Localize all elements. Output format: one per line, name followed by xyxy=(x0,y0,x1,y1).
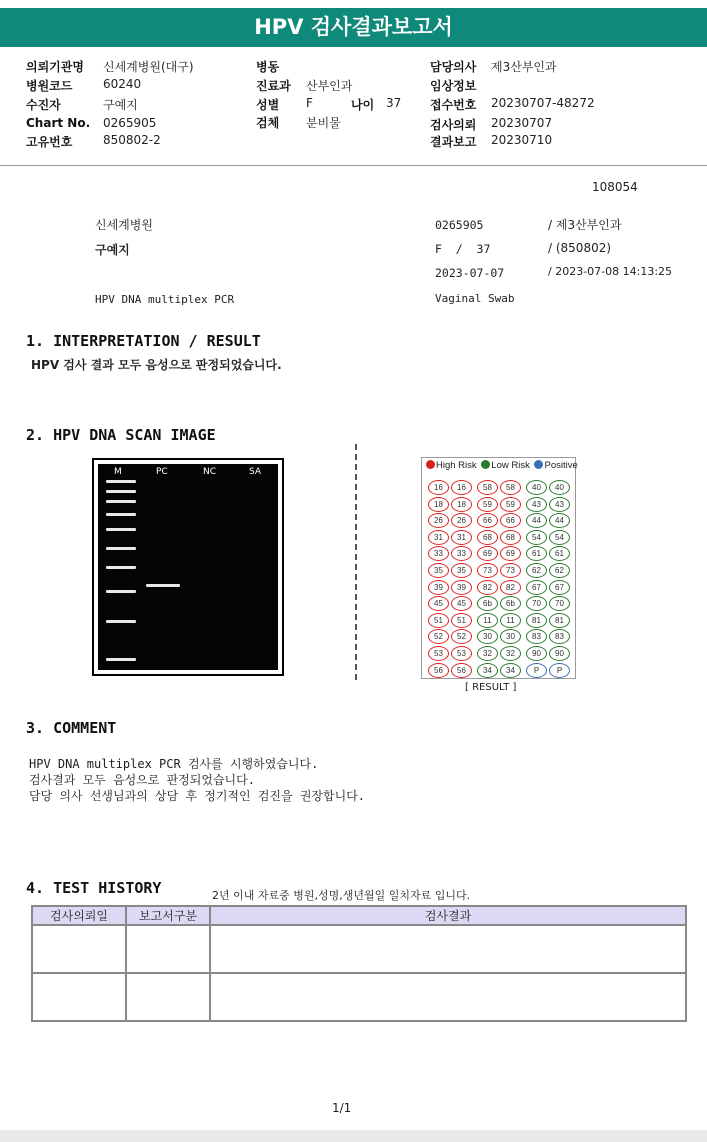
hpv-type-cell: 82 xyxy=(500,580,521,595)
header-value: 구예지 xyxy=(103,98,138,112)
age-value: 37 xyxy=(386,96,402,110)
table-cell xyxy=(210,973,686,1021)
hpv-type-cell: 51 xyxy=(428,613,449,628)
table-row xyxy=(32,925,686,973)
lane-label: NC xyxy=(203,467,217,477)
report-header xyxy=(0,48,707,166)
hpv-type-cell: 33 xyxy=(451,546,472,561)
header-label: 병동 xyxy=(256,60,280,74)
history-header-row xyxy=(32,906,686,925)
hpv-type-cell: 43 xyxy=(526,497,547,512)
history-note: 2년 이내 자료중 병원,성명,생년월일 일치자료 입니다. xyxy=(212,889,471,902)
comment-line: 검사결과 모두 음성으로 판정되었습니다. xyxy=(29,773,255,787)
hpv-type-cell: 39 xyxy=(428,580,449,595)
header-label: 임상정보 xyxy=(430,79,477,93)
hpv-type-cell: 11 xyxy=(477,613,498,628)
hpv-type-cell: 16 xyxy=(428,480,449,495)
col-report-type: 보고서구분 xyxy=(126,906,210,925)
section-comment: 3. COMMENT xyxy=(26,719,117,737)
header-value: 60240 xyxy=(103,77,142,91)
history-table xyxy=(31,905,687,1022)
hpv-type-cell: 26 xyxy=(428,513,449,528)
hpv-type-cell: 40 xyxy=(549,480,570,495)
marker-band xyxy=(106,490,136,493)
hpv-type-cell: 62 xyxy=(549,563,570,578)
hpv-type-cell: 11 xyxy=(500,613,521,628)
marker-band xyxy=(106,590,136,593)
gel-image xyxy=(92,458,284,676)
table-cell xyxy=(32,925,126,973)
legend-pos: Positive xyxy=(544,460,578,471)
hpv-type-cell: 90 xyxy=(549,646,570,661)
hpv-type-cell: 69 xyxy=(477,546,498,561)
page-number: 1/1 xyxy=(332,1101,352,1115)
header-value: 분비물 xyxy=(306,116,341,130)
marker-band xyxy=(106,620,136,623)
header-label: 성별 xyxy=(256,98,280,112)
hpv-type-cell: 66 xyxy=(500,513,521,528)
hpv-type-cell: 6b xyxy=(477,596,498,611)
divider-dashed xyxy=(355,444,357,680)
hpv-type-cell: 45 xyxy=(428,596,449,611)
hpv-type-cell: 44 xyxy=(526,513,547,528)
hpv-type-cell: 54 xyxy=(526,530,547,545)
hpv-type-cell: 67 xyxy=(549,580,570,595)
info-hospital: 신세계병원 xyxy=(95,218,153,232)
info-test: HPV DNA multiplex PCR xyxy=(95,293,235,306)
info-id: / (850802) xyxy=(548,241,612,255)
hpv-type-cell: 40 xyxy=(526,480,547,495)
marker-band xyxy=(106,566,136,569)
hpv-type-cell: 34 xyxy=(477,663,498,678)
hpv-type-cell: 39 xyxy=(451,580,472,595)
header-label: 고유번호 xyxy=(26,135,73,149)
hpv-type-cell: 51 xyxy=(451,613,472,628)
info-datetime: / 2023-07-08 14:13:25 xyxy=(548,265,673,278)
legend-high: High Risk xyxy=(436,460,477,471)
lane-label: SA xyxy=(249,467,262,477)
hpv-type-cell: 52 xyxy=(451,629,472,644)
marker-band xyxy=(106,658,136,661)
hpv-type-cell: 45 xyxy=(451,596,472,611)
comment-block xyxy=(29,756,365,804)
info-dept: / 제3산부인과 xyxy=(548,218,622,232)
result-panel xyxy=(421,457,576,679)
hpv-type-cell: 16 xyxy=(451,480,472,495)
hpv-type-cell: 30 xyxy=(477,629,498,644)
hpv-type-cell: 53 xyxy=(451,646,472,661)
header-label: 병원코드 xyxy=(26,79,73,93)
info-date: 2023-07-07 xyxy=(435,266,505,280)
hpv-type-cell: 30 xyxy=(500,629,521,644)
hpv-type-cell: 31 xyxy=(428,530,449,545)
header-value: 신세계병원(대구) xyxy=(103,60,194,74)
report-title: HPV 검사결과보고서 xyxy=(0,8,707,47)
hpv-type-cell: 35 xyxy=(451,563,472,578)
section-interpretation: 1. INTERPRETATION / RESULT xyxy=(26,332,261,350)
header-value: 0265905 xyxy=(103,116,157,130)
comment-line: 담당 의사 선생님과의 상담 후 정기적인 검진을 권장합니다. xyxy=(29,789,366,803)
comment-line: HPV DNA multiplex PCR 검사를 시행하였습니다. xyxy=(29,757,319,771)
hpv-type-cell: 73 xyxy=(477,563,498,578)
hpv-type-cell: 68 xyxy=(500,530,521,545)
hpv-type-cell: 26 xyxy=(451,513,472,528)
marker-band xyxy=(106,513,136,516)
hpv-type-cell: 52 xyxy=(428,629,449,644)
header-value: 제3산부인과 xyxy=(491,60,557,74)
header-value: F xyxy=(306,96,313,110)
hpv-type-cell: 61 xyxy=(526,546,547,561)
positive-dot xyxy=(534,460,543,469)
header-label: 의뢰기관명 xyxy=(26,60,84,74)
hpv-type-cell: 31 xyxy=(451,530,472,545)
low-risk-dot xyxy=(481,460,490,469)
hpv-type-cell: 6b xyxy=(500,596,521,611)
header-value: 20230710 xyxy=(491,133,553,147)
hpv-type-cell: 54 xyxy=(549,530,570,545)
header-value: 20230707 xyxy=(491,116,553,130)
hpv-type-cell: 62 xyxy=(526,563,547,578)
info-chart: 0265905 xyxy=(435,218,484,232)
hpv-type-cell: 59 xyxy=(500,497,521,512)
hpv-type-cell: 34 xyxy=(500,663,521,678)
marker-band xyxy=(106,547,136,550)
panel-legend xyxy=(426,460,578,471)
table-cell xyxy=(32,973,126,1021)
hpv-type-cell: 73 xyxy=(500,563,521,578)
header-label: 검사의뢰 xyxy=(430,118,477,132)
header-label: 접수번호 xyxy=(430,98,477,112)
table-cell xyxy=(126,973,210,1021)
hpv-type-cell: 53 xyxy=(428,646,449,661)
hpv-type-cell: 83 xyxy=(549,629,570,644)
info-patient: 구예지 xyxy=(95,243,130,257)
hpv-type-cell: 82 xyxy=(477,580,498,595)
lane-label: PC xyxy=(156,467,168,477)
header-label: 진료과 xyxy=(256,79,291,93)
hpv-type-cell: P xyxy=(526,663,547,678)
info-specimen: Vaginal Swab xyxy=(435,292,515,305)
legend-low: Low Risk xyxy=(491,460,530,471)
hpv-type-cell: 56 xyxy=(428,663,449,678)
page-footer-bar xyxy=(0,1130,707,1142)
section-scan-image: 2. HPV DNA SCAN IMAGE xyxy=(26,426,216,444)
hpv-type-cell: 90 xyxy=(526,646,547,661)
report-id: 108054 xyxy=(592,180,638,194)
marker-band xyxy=(106,500,136,503)
marker-band xyxy=(106,528,136,531)
age-label: 나이 xyxy=(351,98,375,112)
header-value: 20230707-48272 xyxy=(491,96,595,110)
lane-label: M xyxy=(114,467,122,477)
hpv-type-cell: 61 xyxy=(549,546,570,561)
hpv-type-cell: 70 xyxy=(526,596,547,611)
hpv-type-cell: 81 xyxy=(526,613,547,628)
info-sex-age: F / 37 xyxy=(435,242,491,256)
hpv-type-cell: 56 xyxy=(451,663,472,678)
header-label: Chart No. xyxy=(26,116,91,130)
panel-caption: [ RESULT ] xyxy=(465,682,517,693)
interpretation-text: HPV 검사 결과 모두 음성으로 판정되었습니다. xyxy=(31,358,282,372)
hpv-type-cell: 33 xyxy=(428,546,449,561)
hpv-type-cell: 66 xyxy=(477,513,498,528)
hpv-type-cell: 32 xyxy=(500,646,521,661)
header-divider xyxy=(0,165,707,166)
hpv-type-cell: 35 xyxy=(428,563,449,578)
col-result: 검사결과 xyxy=(210,906,686,925)
marker-band xyxy=(106,480,136,483)
header-label: 담당의사 xyxy=(430,60,477,74)
table-row xyxy=(32,973,686,1021)
pc-band xyxy=(146,584,180,587)
hpv-type-cell: P xyxy=(549,663,570,678)
header-label: 검체 xyxy=(256,116,280,130)
high-risk-dot xyxy=(426,460,435,469)
table-cell xyxy=(210,925,686,973)
hpv-type-cell: 58 xyxy=(500,480,521,495)
hpv-type-cell: 58 xyxy=(477,480,498,495)
hpv-type-cell: 67 xyxy=(526,580,547,595)
hpv-type-cell: 59 xyxy=(477,497,498,512)
header-value: 850802-2 xyxy=(103,133,161,147)
col-request-date: 검사의뢰일 xyxy=(32,906,126,925)
hpv-type-cell: 83 xyxy=(526,629,547,644)
hpv-type-cell: 69 xyxy=(500,546,521,561)
hpv-type-cell: 32 xyxy=(477,646,498,661)
hpv-type-cell: 81 xyxy=(549,613,570,628)
hpv-type-cell: 18 xyxy=(451,497,472,512)
hpv-type-cell: 68 xyxy=(477,530,498,545)
hpv-type-cell: 70 xyxy=(549,596,570,611)
hpv-type-cell: 43 xyxy=(549,497,570,512)
header-value: 산부인과 xyxy=(306,79,353,93)
table-cell xyxy=(126,925,210,973)
hpv-type-cell: 44 xyxy=(549,513,570,528)
header-label: 수진자 xyxy=(26,98,61,112)
section-test-history: 4. TEST HISTORY xyxy=(26,879,162,897)
hpv-type-cell: 18 xyxy=(428,497,449,512)
header-label: 결과보고 xyxy=(430,135,477,149)
